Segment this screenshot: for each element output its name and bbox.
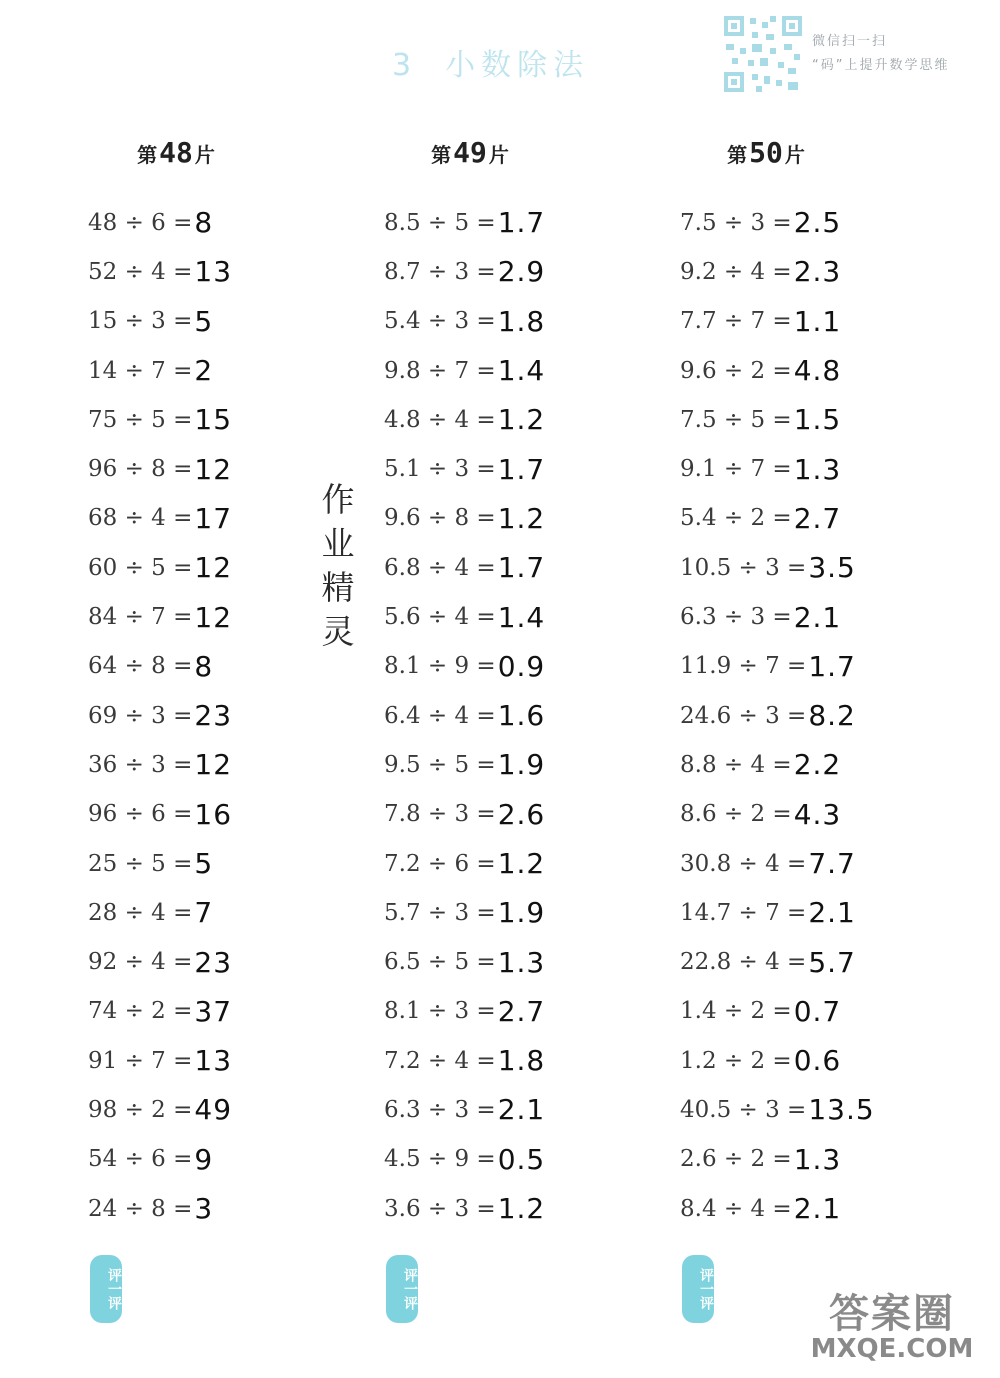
handwritten-answer: 2.1 xyxy=(808,896,856,930)
note-char: 灵 xyxy=(321,612,355,651)
problem-row xyxy=(88,1184,232,1233)
note-char: 精 xyxy=(321,568,355,607)
handwritten-answer: 17 xyxy=(194,501,233,535)
problem-question: 54 ÷ 6 = xyxy=(88,1146,193,1173)
handwritten-answer: 7 xyxy=(194,896,214,930)
problem-row xyxy=(680,247,875,296)
problem-question: 68 ÷ 4 = xyxy=(88,505,193,532)
handwritten-answer: 23 xyxy=(194,945,233,979)
problem-question: 25 ÷ 5 = xyxy=(88,850,193,877)
problem-row xyxy=(680,691,875,740)
problem-row xyxy=(680,494,875,543)
handwritten-answer: 8.2 xyxy=(808,699,856,733)
problem-question: 84 ÷ 7 = xyxy=(88,604,193,631)
problem-question: 74 ÷ 2 = xyxy=(88,998,193,1025)
problem-question: 52 ÷ 4 = xyxy=(88,258,193,285)
handwritten-answer: 0.9 xyxy=(497,649,546,683)
problem-question: 7.8 ÷ 3 = xyxy=(384,801,496,828)
handwritten-answer: 12 xyxy=(194,600,233,634)
column-heading-49 xyxy=(380,136,560,169)
problem-question: 40.5 ÷ 3 = xyxy=(680,1096,807,1123)
problem-row xyxy=(384,444,545,493)
problem-row xyxy=(88,297,232,346)
problem-question: 22.8 ÷ 4 = xyxy=(680,949,807,976)
problem-question: 5.6 ÷ 4 = xyxy=(384,604,496,631)
handwritten-answer: 1.5 xyxy=(793,403,842,437)
handwritten-answer: 0.5 xyxy=(497,1142,546,1176)
handwritten-answer: 8 xyxy=(194,206,214,240)
handwritten-answer: 1.4 xyxy=(497,354,546,388)
handwritten-answer: 1.2 xyxy=(497,847,546,880)
handwritten-answer: 1.7 xyxy=(497,206,546,240)
problem-row xyxy=(88,1135,232,1184)
problem-question: 14.7 ÷ 7 = xyxy=(680,899,807,926)
handwritten-answer: 37 xyxy=(194,994,233,1028)
handwritten-answer: 8 xyxy=(194,649,214,683)
problem-row xyxy=(88,592,232,641)
problem-question: 4.5 ÷ 9 = xyxy=(384,1146,496,1173)
problem-row xyxy=(88,937,232,986)
problem-question: 30.8 ÷ 4 = xyxy=(680,850,807,877)
problem-row xyxy=(384,494,545,543)
problem-question: 3.6 ÷ 3 = xyxy=(384,1195,496,1222)
problem-row xyxy=(88,346,232,395)
heading-number: 48 xyxy=(159,136,193,169)
handwritten-answer: 2.7 xyxy=(793,501,842,535)
problem-column-48 xyxy=(88,198,232,1233)
problem-row xyxy=(384,395,545,444)
problem-row xyxy=(88,691,232,740)
problem-row xyxy=(88,888,232,937)
heading-number: 49 xyxy=(453,136,487,169)
handwritten-answer: 1.3 xyxy=(793,452,842,486)
problem-row xyxy=(384,1036,545,1085)
problem-row xyxy=(680,987,875,1036)
handwritten-answer: 13 xyxy=(194,255,233,289)
heading-suffix: 片 xyxy=(488,143,509,167)
problem-row xyxy=(680,937,875,986)
problem-row xyxy=(680,642,875,691)
watermark-logo xyxy=(792,1282,992,1372)
problem-question: 96 ÷ 6 = xyxy=(88,801,193,828)
section-title xyxy=(392,40,589,84)
problem-question: 9.6 ÷ 8 = xyxy=(384,505,496,532)
problem-question: 8.6 ÷ 2 = xyxy=(680,801,792,828)
problem-row xyxy=(680,888,875,937)
problem-question: 6.5 ÷ 5 = xyxy=(384,949,496,976)
watermark-url: MXQE.COM xyxy=(810,1334,974,1364)
problem-question: 2.6 ÷ 2 = xyxy=(680,1146,792,1173)
problem-question: 1.4 ÷ 2 = xyxy=(680,998,792,1025)
handwritten-answer: 4.3 xyxy=(793,797,842,831)
problem-row xyxy=(680,1085,875,1134)
heading-suffix: 片 xyxy=(784,143,805,167)
handwritten-answer: 13 xyxy=(194,1044,233,1078)
problem-row xyxy=(384,1085,545,1134)
problem-row xyxy=(680,543,875,592)
evaluation-stamp: 评一评 xyxy=(386,1255,418,1323)
problem-question: 15 ÷ 3 = xyxy=(88,308,193,335)
handwritten-answer: 12 xyxy=(194,748,233,782)
handwritten-answer: 12 xyxy=(194,452,233,486)
handwritten-answer: 3 xyxy=(194,1192,214,1226)
evaluation-stamp: 评一评 xyxy=(682,1255,714,1323)
problem-question: 7.7 ÷ 7 = xyxy=(680,308,792,335)
problem-question: 24 ÷ 8 = xyxy=(88,1195,193,1222)
qr-code-icon[interactable] xyxy=(722,14,804,94)
problem-question: 64 ÷ 8 = xyxy=(88,653,193,680)
handwritten-answer: 1.7 xyxy=(497,452,546,486)
problem-row xyxy=(88,543,232,592)
problem-question: 6.8 ÷ 4 = xyxy=(384,554,496,581)
problem-row xyxy=(384,247,545,296)
problem-column-50 xyxy=(680,198,875,1233)
problem-question: 7.2 ÷ 4 = xyxy=(384,1047,496,1074)
problem-row xyxy=(680,740,875,789)
handwritten-answer: 1.4 xyxy=(497,600,546,634)
problem-question: 6.4 ÷ 4 = xyxy=(384,702,496,729)
handwritten-note xyxy=(316,478,360,654)
problem-question: 60 ÷ 5 = xyxy=(88,554,193,581)
column-heading-48 xyxy=(86,136,266,169)
problem-row xyxy=(88,395,232,444)
section-number: 3 xyxy=(392,48,418,83)
handwritten-answer: 2.1 xyxy=(793,1192,842,1226)
heading-prefix: 第 xyxy=(727,143,748,167)
problem-question: 5.4 ÷ 2 = xyxy=(680,505,792,532)
problem-question: 8.1 ÷ 3 = xyxy=(384,998,496,1025)
handwritten-answer: 1.8 xyxy=(497,304,546,338)
handwritten-answer: 1.2 xyxy=(497,501,546,535)
handwritten-answer: 2.2 xyxy=(793,748,842,782)
problem-question: 98 ÷ 2 = xyxy=(88,1096,193,1123)
handwritten-answer: 2.6 xyxy=(497,797,546,831)
problem-row xyxy=(384,740,545,789)
problem-row xyxy=(384,1184,545,1233)
problem-row xyxy=(384,691,545,740)
problem-question: 8.4 ÷ 4 = xyxy=(680,1195,792,1222)
handwritten-answer: 23 xyxy=(194,699,233,733)
problem-row xyxy=(680,1036,875,1085)
problem-row xyxy=(88,790,232,839)
problem-question: 6.3 ÷ 3 = xyxy=(384,1096,496,1123)
problem-question: 7.5 ÷ 3 = xyxy=(680,209,792,236)
problem-row xyxy=(384,987,545,1036)
handwritten-answer: 1.7 xyxy=(808,649,856,683)
qr-caption-line2: “码”上提升数学思维 xyxy=(812,58,950,73)
problem-question: 9.6 ÷ 2 = xyxy=(680,357,792,384)
problem-question: 14 ÷ 7 = xyxy=(88,357,193,384)
handwritten-answer: 0.7 xyxy=(793,994,842,1028)
handwritten-answer: 5 xyxy=(194,847,214,880)
handwritten-answer: 1.8 xyxy=(497,1044,546,1078)
handwritten-answer: 2.5 xyxy=(793,206,842,240)
problem-question: 92 ÷ 4 = xyxy=(88,949,193,976)
problem-question: 9.1 ÷ 7 = xyxy=(680,456,792,483)
problem-question: 10.5 ÷ 3 = xyxy=(680,554,807,581)
problem-row xyxy=(88,1036,232,1085)
problem-row xyxy=(680,198,875,247)
problem-row xyxy=(680,1135,875,1184)
problem-question: 4.8 ÷ 4 = xyxy=(384,406,496,433)
problem-question: 6.3 ÷ 3 = xyxy=(680,604,792,631)
problem-question: 9.8 ÷ 7 = xyxy=(384,357,496,384)
problem-row xyxy=(384,198,545,247)
handwritten-answer: 13.5 xyxy=(808,1093,875,1127)
problem-row xyxy=(88,987,232,1036)
handwritten-answer: 1.6 xyxy=(497,699,546,733)
problem-row xyxy=(384,543,545,592)
problem-row xyxy=(88,1085,232,1134)
handwritten-answer: 1.3 xyxy=(497,945,546,979)
problem-row xyxy=(680,346,875,395)
handwritten-answer: 2.3 xyxy=(793,255,842,289)
handwritten-answer: 4.8 xyxy=(793,354,842,388)
note-char: 作 xyxy=(321,480,355,519)
problem-row xyxy=(88,494,232,543)
problem-question: 8.5 ÷ 5 = xyxy=(384,209,496,236)
problem-question: 48 ÷ 6 = xyxy=(88,209,193,236)
handwritten-answer: 1.3 xyxy=(793,1142,842,1176)
problem-row xyxy=(384,888,545,937)
handwritten-answer: 1.2 xyxy=(497,403,546,437)
problem-row xyxy=(680,839,875,888)
problem-question: 9.2 ÷ 4 = xyxy=(680,258,792,285)
heading-number: 50 xyxy=(749,136,783,169)
problem-question: 24.6 ÷ 3 = xyxy=(680,702,807,729)
problem-row xyxy=(680,297,875,346)
problem-question: 28 ÷ 4 = xyxy=(88,899,193,926)
problem-question: 75 ÷ 5 = xyxy=(88,406,193,433)
problem-question: 8.8 ÷ 4 = xyxy=(680,751,792,778)
problem-row xyxy=(680,592,875,641)
handwritten-answer: 1.9 xyxy=(497,748,546,782)
handwritten-answer: 1.2 xyxy=(497,1192,546,1226)
problem-row xyxy=(88,740,232,789)
handwritten-answer: 15 xyxy=(194,403,233,437)
problem-column-49 xyxy=(384,198,545,1233)
problem-question: 5.1 ÷ 3 = xyxy=(384,456,496,483)
handwritten-answer: 9 xyxy=(194,1142,214,1176)
problem-question: 1.2 ÷ 2 = xyxy=(680,1047,792,1074)
problem-row xyxy=(384,642,545,691)
handwritten-answer: 5.7 xyxy=(808,945,856,979)
handwritten-answer: 1.7 xyxy=(497,551,546,585)
problem-row xyxy=(384,297,545,346)
watermark-text: 答案圈 xyxy=(829,1291,955,1337)
problem-row xyxy=(88,642,232,691)
handwritten-answer: 5 xyxy=(194,304,214,338)
column-heading-50 xyxy=(676,136,856,169)
problem-question: 36 ÷ 3 = xyxy=(88,751,193,778)
heading-prefix: 第 xyxy=(137,143,158,167)
problem-question: 8.1 ÷ 9 = xyxy=(384,653,496,680)
problem-row xyxy=(88,444,232,493)
problem-row xyxy=(384,1135,545,1184)
problem-question: 9.5 ÷ 5 = xyxy=(384,751,496,778)
problem-row xyxy=(384,592,545,641)
handwritten-answer: 7.7 xyxy=(808,847,856,880)
handwritten-answer: 2.7 xyxy=(497,994,546,1028)
handwritten-answer: 16 xyxy=(194,797,233,831)
problem-question: 11.9 ÷ 7 = xyxy=(680,653,807,680)
heading-prefix: 第 xyxy=(431,143,452,167)
problem-question: 96 ÷ 8 = xyxy=(88,456,193,483)
problem-row xyxy=(88,247,232,296)
problem-row xyxy=(384,937,545,986)
problem-question: 8.7 ÷ 3 = xyxy=(384,258,496,285)
handwritten-answer: 49 xyxy=(194,1093,233,1127)
problem-question: 69 ÷ 3 = xyxy=(88,702,193,729)
handwritten-answer: 2.9 xyxy=(497,255,546,289)
evaluation-stamp: 评一评 xyxy=(90,1255,122,1323)
handwritten-answer: 0.6 xyxy=(793,1044,842,1078)
problem-question: 7.2 ÷ 6 = xyxy=(384,850,496,877)
problem-row xyxy=(680,395,875,444)
problem-row xyxy=(384,790,545,839)
problem-question: 5.7 ÷ 3 = xyxy=(384,899,496,926)
handwritten-answer: 2.1 xyxy=(793,600,842,634)
problem-row xyxy=(680,1184,875,1233)
problem-row xyxy=(384,346,545,395)
problem-row xyxy=(680,790,875,839)
problem-row xyxy=(384,839,545,888)
handwritten-answer: 1.9 xyxy=(497,896,546,930)
note-char: 业 xyxy=(321,524,355,563)
handwritten-answer: 2 xyxy=(194,354,214,388)
problem-row xyxy=(88,198,232,247)
handwritten-answer: 2.1 xyxy=(497,1093,546,1127)
problem-row xyxy=(680,444,875,493)
heading-suffix: 片 xyxy=(194,143,215,167)
problem-question: 5.4 ÷ 3 = xyxy=(384,308,496,335)
handwritten-answer: 12 xyxy=(194,551,233,585)
problem-question: 91 ÷ 7 = xyxy=(88,1047,193,1074)
handwritten-answer: 1.1 xyxy=(793,304,842,338)
problem-question: 7.5 ÷ 5 = xyxy=(680,406,792,433)
qr-caption-line1: 微信扫一扫 xyxy=(812,34,888,49)
problem-row xyxy=(88,839,232,888)
section-title-text: 小数除法 xyxy=(445,48,590,83)
handwritten-answer: 3.5 xyxy=(808,551,856,585)
